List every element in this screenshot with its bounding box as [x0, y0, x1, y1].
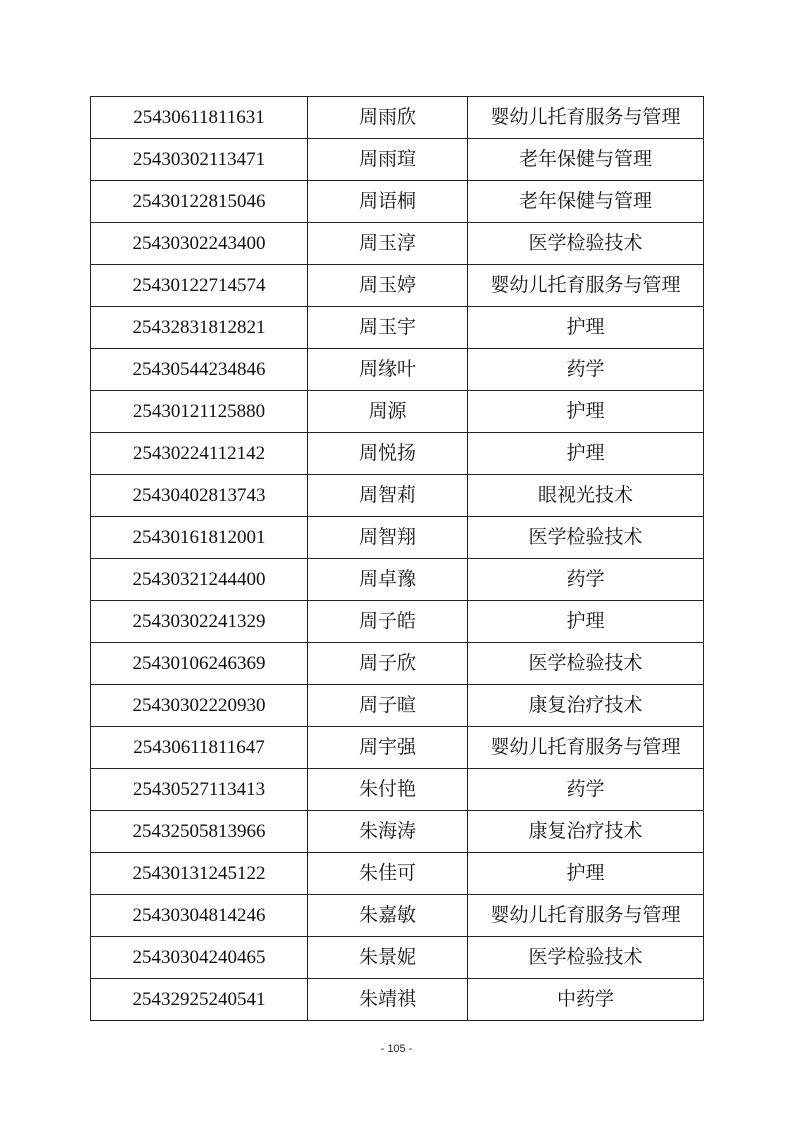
student-name-cell: 周子欣	[308, 643, 468, 685]
major-cell: 老年保健与管理	[468, 181, 704, 223]
student-name-cell: 周玉淳	[308, 223, 468, 265]
major-cell: 医学检验技术	[468, 643, 704, 685]
student-name-cell: 朱付艳	[308, 769, 468, 811]
table-row	[91, 475, 704, 517]
major-cell: 眼视光技术	[468, 475, 704, 517]
major-cell: 医学检验技术	[468, 517, 704, 559]
table-row	[91, 979, 704, 1021]
major-cell: 药学	[468, 349, 704, 391]
table-row	[91, 853, 704, 895]
major-cell: 康复治疗技术	[468, 811, 704, 853]
exam-number-cell: 25432505813966	[91, 811, 308, 853]
exam-number-cell: 25430302113471	[91, 139, 308, 181]
student-name-cell: 周宇强	[308, 727, 468, 769]
table-row	[91, 139, 704, 181]
student-name-cell: 周卓豫	[308, 559, 468, 601]
exam-number-cell: 25430122815046	[91, 181, 308, 223]
exam-number-cell: 25430544234846	[91, 349, 308, 391]
exam-number-cell: 25430527113413	[91, 769, 308, 811]
exam-number-cell: 25430122714574	[91, 265, 308, 307]
table-row	[91, 937, 704, 979]
exam-number-cell: 25432831812821	[91, 307, 308, 349]
table-row	[91, 307, 704, 349]
student-name-cell: 朱景妮	[308, 937, 468, 979]
page-number: - 105 -	[380, 1043, 413, 1055]
exam-number-cell: 25430106246369	[91, 643, 308, 685]
student-name-cell: 周源	[308, 391, 468, 433]
student-name-cell: 周智翔	[308, 517, 468, 559]
table-row	[91, 181, 704, 223]
student-table-body	[91, 97, 704, 1021]
student-name-cell: 周玉宇	[308, 307, 468, 349]
table-row	[91, 223, 704, 265]
exam-number-cell: 25430121125880	[91, 391, 308, 433]
major-cell: 中药学	[468, 979, 704, 1021]
major-cell: 医学检验技术	[468, 223, 704, 265]
exam-number-cell: 25430302241329	[91, 601, 308, 643]
table-row	[91, 643, 704, 685]
student-name-cell: 朱海涛	[308, 811, 468, 853]
major-cell: 医学检验技术	[468, 937, 704, 979]
major-cell: 婴幼儿托育服务与管理	[468, 97, 704, 139]
exam-number-cell: 25430302243400	[91, 223, 308, 265]
student-name-cell: 周子皓	[308, 601, 468, 643]
roster-sheet	[90, 96, 703, 1021]
major-cell: 康复治疗技术	[468, 685, 704, 727]
exam-number-cell: 25430611811647	[91, 727, 308, 769]
student-name-cell: 周雨欣	[308, 97, 468, 139]
table-row	[91, 559, 704, 601]
student-table	[90, 96, 704, 1021]
table-row	[91, 727, 704, 769]
student-name-cell: 朱靖祺	[308, 979, 468, 1021]
exam-number-cell: 25430304240465	[91, 937, 308, 979]
table-row	[91, 895, 704, 937]
table-row	[91, 97, 704, 139]
major-cell: 护理	[468, 853, 704, 895]
table-row	[91, 517, 704, 559]
exam-number-cell: 25430304814246	[91, 895, 308, 937]
exam-number-cell: 25430224112142	[91, 433, 308, 475]
table-row	[91, 769, 704, 811]
exam-number-cell: 25430302220930	[91, 685, 308, 727]
exam-number-cell: 25430161812001	[91, 517, 308, 559]
major-cell: 护理	[468, 601, 704, 643]
major-cell: 护理	[468, 391, 704, 433]
student-name-cell: 周缘叶	[308, 349, 468, 391]
table-row	[91, 349, 704, 391]
exam-number-cell: 25432925240541	[91, 979, 308, 1021]
exam-number-cell: 25430611811631	[91, 97, 308, 139]
exam-number-cell: 25430402813743	[91, 475, 308, 517]
student-name-cell: 周智莉	[308, 475, 468, 517]
major-cell: 药学	[468, 559, 704, 601]
student-name-cell: 周子暄	[308, 685, 468, 727]
student-name-cell: 周语桐	[308, 181, 468, 223]
exam-number-cell: 25430321244400	[91, 559, 308, 601]
student-name-cell: 朱佳可	[308, 853, 468, 895]
table-row	[91, 601, 704, 643]
table-row	[91, 391, 704, 433]
major-cell: 药学	[468, 769, 704, 811]
major-cell: 婴幼儿托育服务与管理	[468, 265, 704, 307]
table-row	[91, 811, 704, 853]
major-cell: 婴幼儿托育服务与管理	[468, 727, 704, 769]
major-cell: 护理	[468, 433, 704, 475]
table-row	[91, 433, 704, 475]
major-cell: 老年保健与管理	[468, 139, 704, 181]
student-name-cell: 周玉婷	[308, 265, 468, 307]
major-cell: 婴幼儿托育服务与管理	[468, 895, 704, 937]
exam-number-cell: 25430131245122	[91, 853, 308, 895]
major-cell: 护理	[468, 307, 704, 349]
student-name-cell: 朱嘉敏	[308, 895, 468, 937]
student-name-cell: 周悦扬	[308, 433, 468, 475]
student-name-cell: 周雨瑄	[308, 139, 468, 181]
table-row	[91, 265, 704, 307]
table-row	[91, 685, 704, 727]
